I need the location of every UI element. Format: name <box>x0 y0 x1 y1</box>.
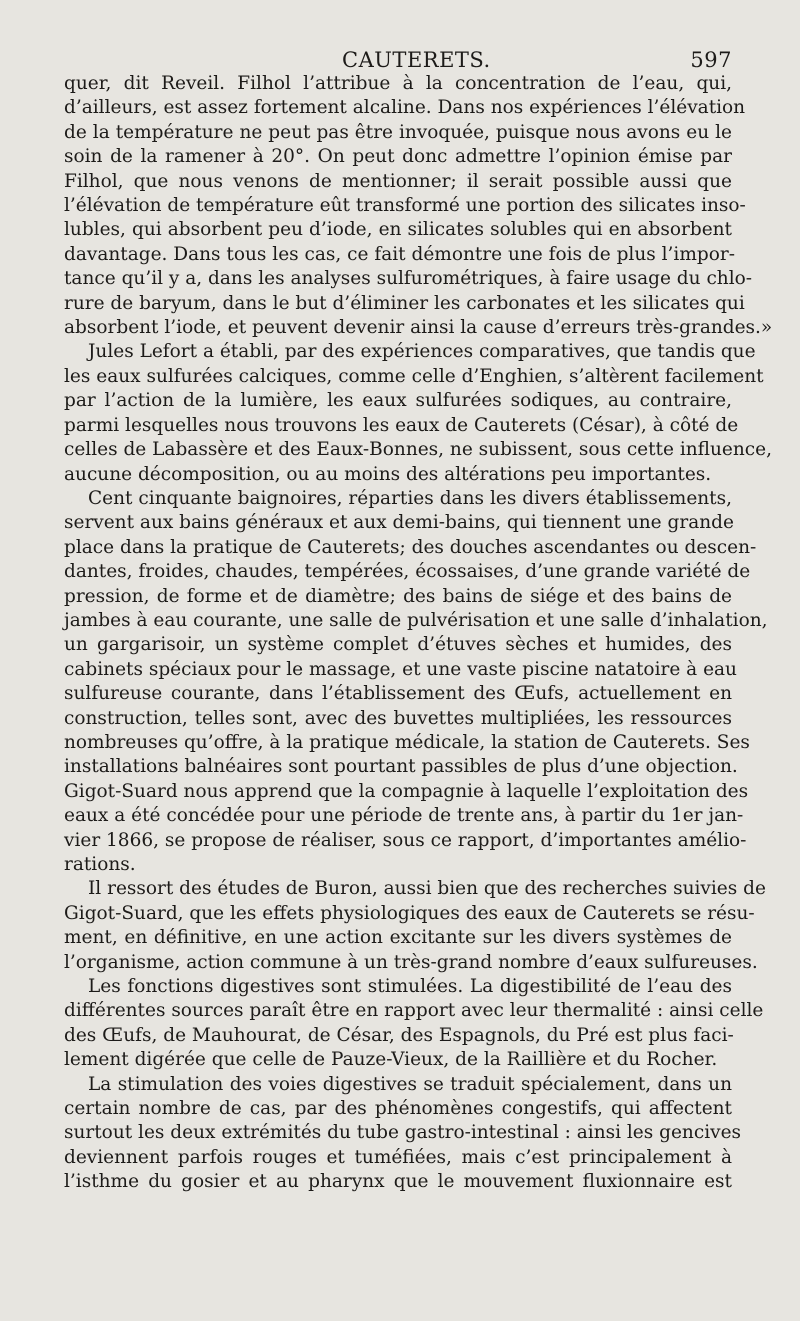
text-line: des Œufs, de Mauhourat, de César, des Espagnols, du Pré est plus faci- <box>64 1024 734 1046</box>
text-line: d’ailleurs, est assez fortement alcaline. Dans nos expériences l’élévation <box>64 97 746 119</box>
text-line: Les fonctions digestives sont stimulées. La digestibilité de l’eau des <box>88 976 732 998</box>
text-line: rations. <box>64 854 136 875</box>
paragraph <box>64 487 768 878</box>
paragraph <box>64 975 764 1073</box>
text-line: de la température ne peut pas être invoquée, puisque nous avons eu le <box>64 121 732 143</box>
text-line: ment, en définitive, en une action excitante sur les divers systèmes de <box>64 927 732 949</box>
text-line: lubles, qui absorbent peu d’iode, en silicates solubles qui en absorbent <box>64 219 732 241</box>
paragraph <box>64 1073 742 1195</box>
text-line: servent aux bains généraux et aux demi-bains, qui tiennent une grande <box>64 512 734 534</box>
text-line: Il ressort des études de Buron, aussi bien que des recherches suivies de <box>88 878 766 900</box>
text-line: rure de baryum, dans le but d’éliminer les carbonates et les silicates qui <box>64 292 745 314</box>
text-line: l’organisme, action commune à un très-grand nombre d’eaux sulfureuses. <box>64 951 758 973</box>
page-number: 597 <box>690 48 732 72</box>
text-line: vier 1866, se propose de réaliser, sous ce rapport, d’importantes amélio- <box>64 829 747 851</box>
text-line: construction, telles sont, avec des buvettes multipliées, les ressources <box>64 707 732 729</box>
text-line: parmi lesquelles nous trouvons les eaux de Cauterets (César), à côté de <box>64 414 739 436</box>
text-line: différentes sources paraît être en rapport avec leur thermalité : ainsi celle <box>64 1000 764 1022</box>
text-line: pression, de forme et de diamètre; des bains de siége et des bains de <box>64 585 732 607</box>
text-line: place dans la pratique de Cauterets; des douches ascendantes ou descen- <box>64 536 757 558</box>
text-line: l’élévation de température eût transformé une portion des silicates inso- <box>64 195 746 217</box>
text-line: davantage. Dans tous les cas, ce fait démontre une fois de plus l’impor- <box>64 243 735 265</box>
text-line: nombreuses qu’offre, à la pratique médicale, la station de Cauterets. Ses <box>64 731 750 753</box>
text-line: un gargarisoir, un système complet d’étuves sèches et humides, des <box>64 634 732 656</box>
text-line: eaux a été concédée pour une période de trente ans, à partir du 1er jan- <box>64 805 744 827</box>
text-line: sulfureuse courante, dans l’établissement des Œufs, actuellement en <box>64 683 732 705</box>
paragraph <box>64 340 772 486</box>
text-line: Gigot-Suard nous apprend que la compagnie à laquelle l’exploitation des <box>64 780 749 802</box>
text-line: aucune décomposition, ou au moins des altérations peu importantes. <box>64 463 712 485</box>
text-line: tance qu’il y a, dans les analyses sulfurométriques, à faire usage du chlo- <box>64 268 753 290</box>
text-line: Gigot-Suard, que les effets physiologiques des eaux de Cauterets se résu- <box>64 902 755 924</box>
text-line: Cent cinquante baignoires, réparties dans les divers établissements, <box>88 487 732 509</box>
running-title: CAUTERETS. <box>342 48 491 72</box>
text-line: installations balnéaires sont pourtant passibles de plus d’une objection. <box>64 756 738 778</box>
text-line: celles de Labassère et des Eaux-Bonnes, ne subissent, sous cette influence, <box>64 439 772 461</box>
text-line: lement digérée que celle de Pauze-Vieux, de la Raillière et du Rocher. <box>64 1049 718 1071</box>
text-line: quer, dit Reveil. Filhol l’attribue à la concentration de l’eau, qui, <box>64 73 732 94</box>
text-line: deviennent parfois rouges et tuméfiées, mais c’est principalement à <box>64 1146 732 1168</box>
text-line: La stimulation des voies digestives se traduit spécialement, dans un <box>88 1073 732 1095</box>
text-line: certain nombre de cas, par des phénomènes congestifs, qui affectent <box>64 1098 732 1120</box>
paragraph <box>64 72 773 340</box>
paragraph <box>64 877 766 975</box>
text-line: Filhol, que nous venons de mentionner; il serait possible aussi que <box>64 170 732 192</box>
text-line: Jules Lefort a établi, par des expériences comparatives, que tandis que <box>88 341 756 363</box>
text-line: dantes, froides, chaudes, tempérées, écossaises, d’une grande variété de <box>64 561 751 583</box>
text-line: l’isthme du gosier et au pharynx que le mouvement fluxionnaire est <box>64 1171 732 1193</box>
text-line: par l’action de la lumière, les eaux sulfurées sodiques, au contraire, <box>64 390 732 412</box>
text-line: absorbent l’iode, et peuvent devenir ainsi la cause d’erreurs très-grandes.» <box>64 317 773 339</box>
text-line: surtout les deux extrémités du tube gastro-intestinal : ainsi les gencives <box>64 1122 742 1144</box>
text-line: soin de la ramener à 20°. On peut donc admettre l’opinion émise par <box>64 146 732 168</box>
text-line: cabinets spéciaux pour le massage, et une vaste piscine natatoire à eau <box>64 658 737 680</box>
running-head <box>64 38 732 72</box>
body-text <box>64 72 773 1195</box>
text-line: jambes à eau courante, une salle de pulvérisation et une salle d’inhalation, <box>64 609 768 631</box>
text-line: les eaux sulfurées calciques, comme celle d’Enghien, s’altèrent facilement <box>64 365 764 387</box>
